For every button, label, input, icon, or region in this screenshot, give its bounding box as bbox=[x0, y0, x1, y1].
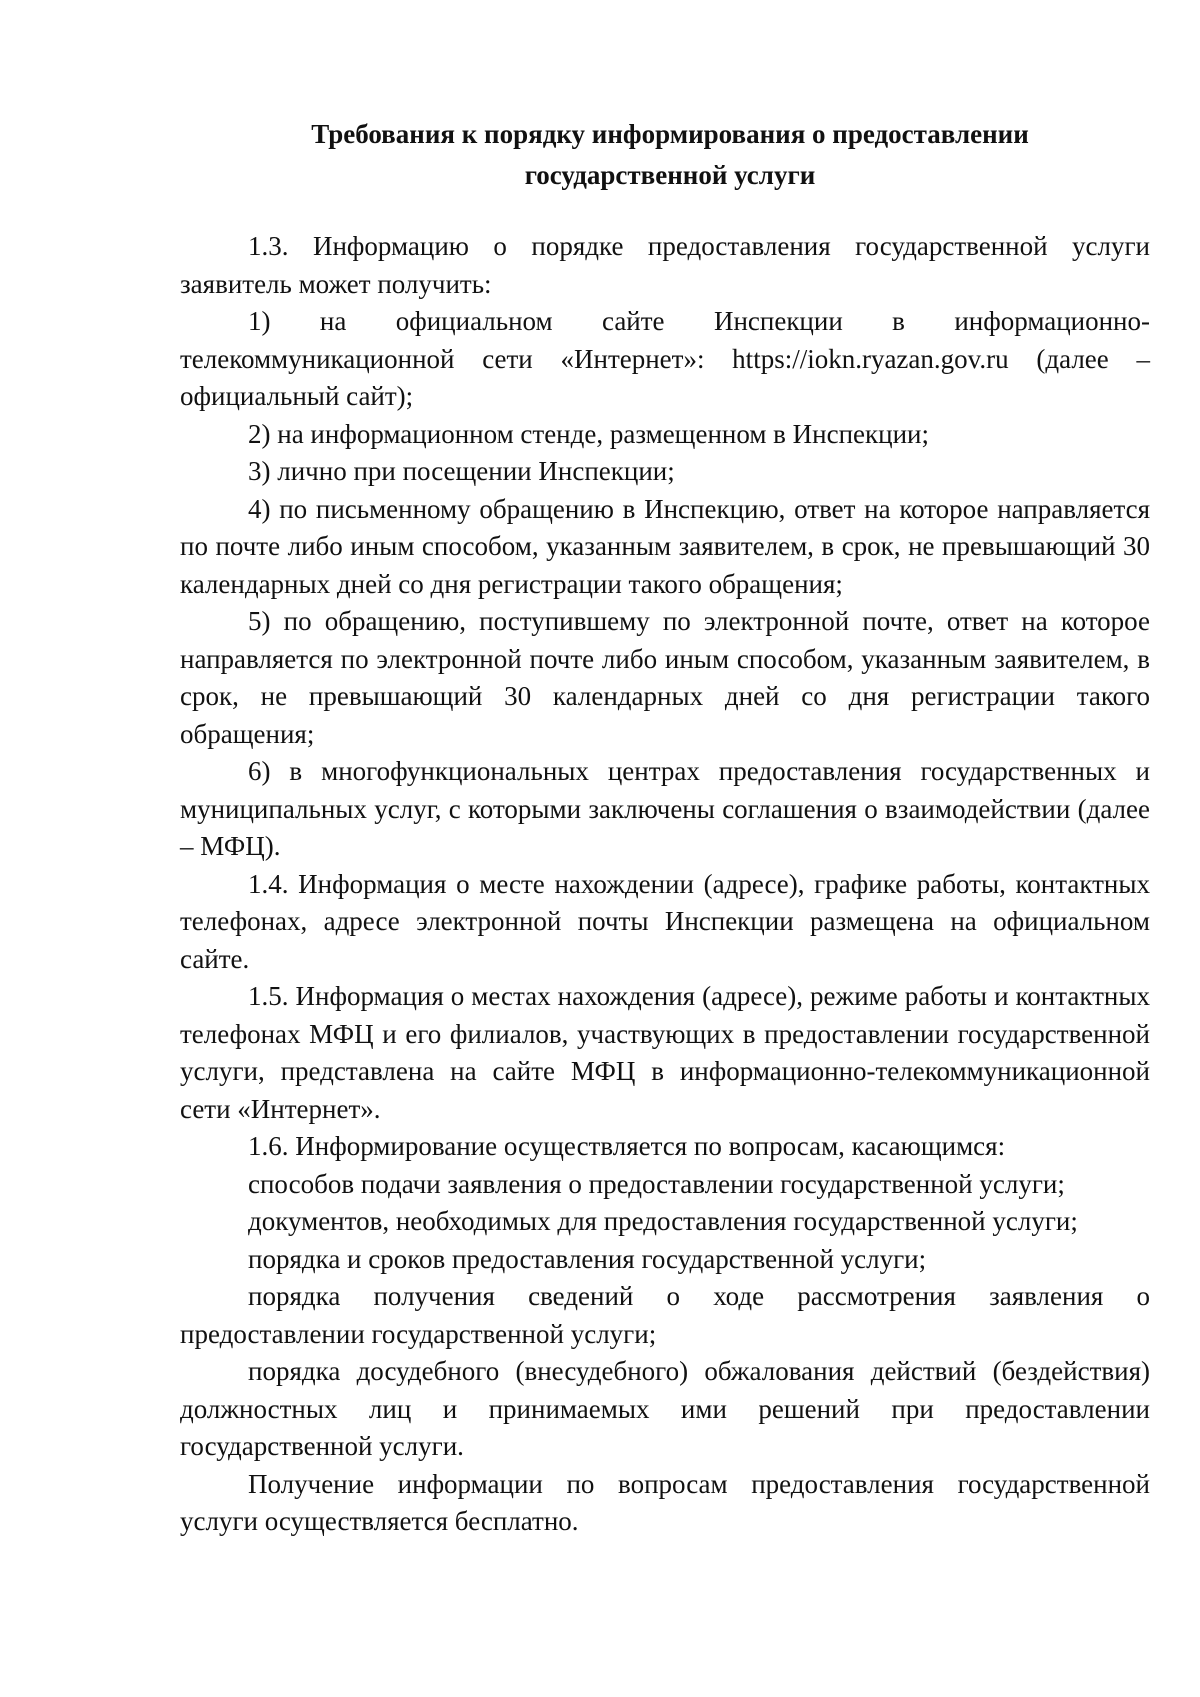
list-item-info-stand: 2) на информационном стенде, размещенном в Инспекции; bbox=[248, 418, 930, 449]
list-item-email-request: 5) по обращению, поступившему по электронной почте, ответ на которое направляется по электронной почте либо иным способом, указанным заявителем, в срок, не превышающий 30 календарных дней со дня регистрации такого обращения; bbox=[180, 606, 1150, 749]
paragraph-1-5: 1.5. Информация о местах нахождения (адресе), режиме работы и контактных телефонах МФЦ и его филиалов, участвующих в предоставлении государственной услуги, представлена на сайте МФЦ в информационно-телекоммуникационной сети «Интернет». bbox=[180, 981, 1150, 1124]
title-line-1: Требования к порядку информирования о предоставлении bbox=[311, 119, 1029, 149]
list-item-mfc: 6) в многофункциональных центрах предоставления государственных и муниципальных услуг, с которыми заключены соглашения о взаимодействии (далее – МФЦ). bbox=[180, 756, 1150, 861]
paragraph-1-3: 1.3. Информацию о порядке предоставления государственной услуги заявитель может получить: bbox=[180, 231, 1150, 299]
paragraph-1-4: 1.4. Информация о месте нахождении (адресе), графике работы, контактных телефонах, адресе электронной почты Инспекции размещена на официальном сайте. bbox=[180, 868, 1150, 974]
list-item-personal-visit: 3) лично при посещении Инспекции; bbox=[248, 456, 675, 486]
document-title bbox=[180, 114, 1160, 196]
title-line-2: государственной услуги bbox=[524, 160, 816, 190]
topic-required-documents: документов, необходимых для предоставления государственной услуги; bbox=[248, 1206, 1078, 1236]
paragraph-1-6: 1.6. Информирование осуществляется по вопросам, касающимся: bbox=[248, 1131, 1006, 1161]
topic-review-progress: порядка получения сведений о ходе рассмотрения заявления о предоставлении государственной услуги; bbox=[180, 1281, 1150, 1349]
paragraph-free-of-charge: Получение информации по вопросам предоставления государственной услуги осуществляется бесплатно. bbox=[180, 1468, 1150, 1536]
document-body bbox=[180, 228, 1150, 1541]
topic-procedure-terms: порядка и сроков предоставления государственной услуги; bbox=[248, 1243, 927, 1274]
topic-submission-methods: способов подачи заявления о предоставлении государственной услуги; bbox=[248, 1168, 1065, 1199]
list-item-official-site: 1) на официальном сайте Инспекции в информационно-телекоммуникационной сети «Интернет»: https://iokn.ryazan.gov.ru (далее – официальный сайт); bbox=[180, 306, 1150, 411]
list-item-written-request: 4) по письменному обращению в Инспекцию, ответ на которое направляется по почте либо иным способом, указанным заявителем, в срок, не превышающий 30 календарных дней со дня регистрации такого обращения; bbox=[180, 493, 1150, 599]
topic-appeal-procedure: порядка досудебного (внесудебного) обжалования действий (бездействия) должностных лиц и принимаемых ими решений при предоставлении государственной услуги. bbox=[180, 1356, 1150, 1461]
